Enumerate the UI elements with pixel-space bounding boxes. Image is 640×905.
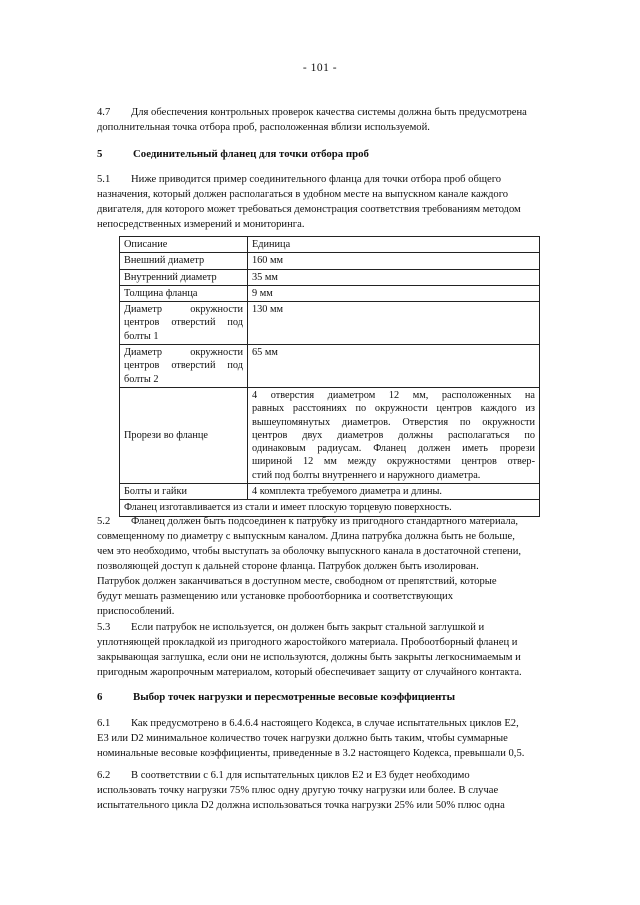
table-row (120, 302, 540, 345)
section-6-heading (97, 691, 555, 703)
section-5-heading (97, 148, 555, 160)
table-cell-description: Внешний диаметр (120, 253, 248, 269)
table-header-unit: Единица (248, 237, 540, 253)
paragraph-5-1: 5.1 Ниже приводится пример соединительного фланца для точки отбора проб общего назначения, который должен располагаться в удобном месте на выпускном канале каждого двигателя, для которого может требоваться демонстрация соответствия требованиям методом непосредственных измерений и мониторинга. (97, 174, 521, 230)
paragraph-number: 5.2 (97, 516, 111, 527)
paragraph-number: 6.2 (97, 770, 111, 781)
table-row (120, 269, 540, 285)
flange-spec-table (119, 236, 540, 517)
paragraph-6-2: 6.2 В соответствии с 6.1 для испытательных циклов E2 и E3 будет необходимо использовать точку нагрузки 75% плюс одну другую точку нагрузки или более. В случае испытательного цикла D2 должна использоваться точка нагрузки 25% или 50% плюс одна (97, 770, 505, 811)
table-header-description: Описание (120, 237, 248, 253)
paragraph-6-1: 6.1 Как предусмотрено в 6.4.6.4 настоящего Кодекса, в случае испытательных циклов E2, E3 или D2 минимальное количество точек нагрузки должно быть таким, чтобы суммарные номинальные весовые коэффициенты, приведенные в 3.2 настоящего Кодекса, превышали 0,5. (97, 718, 525, 759)
table-cell-description: Болты и гайки (120, 484, 248, 500)
table-row (120, 484, 540, 500)
table-cell-unit: 35 мм (248, 269, 540, 285)
table-cell-description: Прорези во фланце (120, 387, 248, 483)
paragraph-5-2: 5.2 Фланец должен быть подсоединен к патрубку из пригодного стандартного материала, совмещенному по диаметру с выпускным каналом. Длина патрубка должна быть не больше, чем это необходимо, чтобы выступать за оболочку выпускного канала в достаточной степени, позволяющей доступ к дальней стороне фланца. Патрубок должен быть изолирован. Патрубок должен заканчиваться в доступном месте, свободном от препятствий, которые будут мешать размещению или установке пробоотборника и соответствующих приспособлений. (97, 516, 522, 617)
paragraph-number: 4.7 (97, 107, 111, 118)
section-number: 5 (97, 148, 103, 160)
table-cell-unit: 4 комплекта требуемого диаметра и длины. (248, 484, 540, 500)
table-header-row (120, 237, 540, 253)
table-cell-description: Толщина фланца (120, 285, 248, 301)
table-cell-unit: 4 отверстия диаметром 12 мм, расположенных на равных расстояниях по окружности центров каждого из вышеупомянутых диаметров. Отверстия по окружности центров двух диаметров должны располагаться по одинаковым радиусам. Фланец должен иметь прорези шириной 12 мм между окружностями центров отвер- стий под болты внутреннего и наружного диаметра. (248, 387, 540, 483)
table-cell-description: Диаметр окружности центров отверстий под болты 1 (120, 302, 248, 345)
page-number: - 101 - (302, 62, 338, 74)
paragraph-number: 5.1 (97, 174, 111, 185)
table-footer-note: Фланец изготавливается из стали и имеет плоскую торцевую поверхность. (120, 500, 540, 516)
paragraph-4-7: 4.7 Для обеспечения контрольных проверок качества системы должна быть предусмотрена дополнительная точка отбора проб, расположенная вблизи используемой. (97, 107, 527, 133)
table-cell-unit: 9 мм (248, 285, 540, 301)
table-cell-description: Внутренний диаметр (120, 269, 248, 285)
table-cell-description: Диаметр окружности центров отверстий под болты 2 (120, 345, 248, 388)
paragraph-number: 6.1 (97, 718, 111, 729)
table-cell-unit: 160 мм (248, 253, 540, 269)
table-row (120, 285, 540, 301)
section-title: Соединительный фланец для точки отбора проб (133, 148, 369, 160)
table-row (120, 387, 540, 483)
paragraph-5-3: 5.3 Если патрубок не используется, он должен быть закрыт стальной заглушкой и уплотняющей прокладкой из пригодного жаростойкого материала. Пробоотборный фланец и закрывающая заглушка, если они не используются, должны быть закрыты легкоснимаемым и пригодным жаропрочным материалом, который обеспечивает защиту от случайного контакта. (97, 622, 522, 678)
section-number: 6 (97, 691, 103, 703)
table-cell-unit: 130 мм (248, 302, 540, 345)
table-row (120, 253, 540, 269)
table-row (120, 345, 540, 388)
paragraph-number: 5.3 (97, 622, 111, 633)
table-cell-unit: 65 мм (248, 345, 540, 388)
section-title: Выбор точек нагрузки и пересмотренные весовые коэффициенты (133, 691, 456, 703)
